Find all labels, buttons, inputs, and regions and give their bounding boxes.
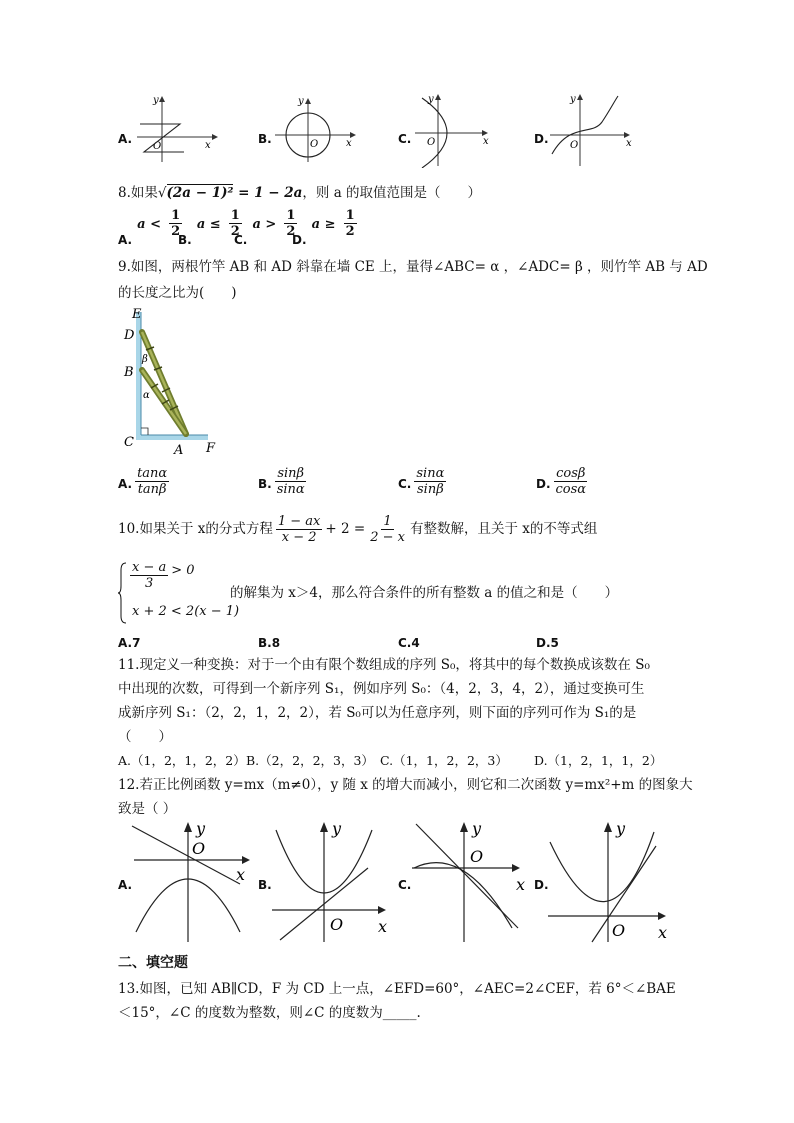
svg-text:y: y <box>472 819 482 838</box>
svg-text:x: x <box>346 138 352 149</box>
q10-option-c: C.4 <box>398 636 420 650</box>
svg-text:y: y <box>153 95 159 106</box>
q11-line1: 11.现定义一种变换：对于一个由有限个数组成的序列 S₀，将其中的每个数换成该数在 S₀ <box>118 657 650 673</box>
svg-text:x: x <box>378 917 388 936</box>
q12-graph-c <box>408 816 538 944</box>
q8-number: 8. <box>118 185 131 201</box>
q8-radicand: (2a − 1)² <box>166 185 234 201</box>
q8-option-c: $_{C.}$ a > $\frac{1}{2}$ <box>234 208 296 247</box>
q10-option-b: B.8 <box>258 636 281 650</box>
svg-text:D: D <box>124 328 135 343</box>
q7-option-d-label: D. <box>534 132 549 146</box>
svg-text:F: F <box>206 441 216 456</box>
svg-text:y: y <box>616 819 626 838</box>
svg-text:O: O <box>310 139 319 150</box>
q9-figure-bamboo <box>118 306 228 456</box>
section-title: 二、填空题 <box>118 955 188 971</box>
q11-option-a: A.（1，2，1，2，2） <box>118 753 246 768</box>
svg-text:x: x <box>658 923 668 942</box>
q11-option-c: C.（1，1，2，2，3） <box>380 753 508 768</box>
q12-line1: 12.若正比例函数 y=mx（m≠0），y 随 x 的增大而减小，则它和二次函数 y=mx²+m 的图象大 <box>118 777 693 793</box>
q12-graph-b <box>268 816 398 944</box>
q10-inequality-system <box>118 560 618 626</box>
q12-line2: 致是（ ） <box>118 801 177 817</box>
svg-text:y: y <box>332 819 342 838</box>
svg-text:O: O <box>153 141 162 152</box>
svg-text:A: A <box>174 443 184 456</box>
q7-graph-a <box>132 94 222 164</box>
q11-option-d: D.（1，2，1，1，2） <box>534 753 663 768</box>
q8-rhs: = 1 − 2a <box>233 185 303 201</box>
q10-option-d: D.5 <box>536 636 559 650</box>
q13-line2: ＜15°，∠C 的度数为整数，则∠C 的度数为_____. <box>118 1005 421 1021</box>
svg-text:O: O <box>570 140 579 151</box>
q12-option-b-label: B. <box>258 878 272 892</box>
q12-option-d-label: D. <box>534 878 549 892</box>
q11-line4: （ ） <box>118 729 172 745</box>
svg-text:α: α <box>143 390 150 401</box>
q7-graph-c <box>410 92 500 168</box>
q9-line1: 9.如图，两根竹竿 AB 和 AD 斜靠在墙 CE 上，量得∠ABC= α ，∠ADC= β ，则竹竿 AB 与 AD <box>118 259 708 275</box>
q12-option-a-label: A. <box>118 878 133 892</box>
q9-option-b: B. $\frac{\sin\beta}{\sin\alpha}$ <box>258 466 305 497</box>
svg-text:B: B <box>124 365 134 380</box>
q12-options <box>118 816 678 946</box>
svg-text:y: y <box>298 96 304 107</box>
q11-line2: 中出现的次数，可得到一个新序列 S₁，例如序列 S₀：（4，2，3，4，2），通过变换可生 <box>118 681 645 697</box>
q11-options <box>118 752 678 770</box>
q13-line1: 13.如图，已知 AB∥CD，F 为 CD 上一点，∠EFD=60°，∠AEC=2∠CEF，若 6°＜∠BAE <box>118 981 676 997</box>
q8-options <box>118 208 438 246</box>
q10-sys-line1: $\frac{x - a}{3}$ $^{> 0}$ <box>132 560 195 591</box>
q8-question <box>118 184 481 202</box>
q8-option-d: $_{D.}$ a ≥ $\frac{1}{2}$ <box>292 208 355 247</box>
q9-option-c: C. $\frac{\sin\alpha}{\sin\beta}$ <box>398 466 445 497</box>
svg-text:x: x <box>205 140 211 151</box>
q9-options <box>118 466 618 506</box>
q8-option-b: $_{B.}$ a ≤ $\frac{1}{2}$ <box>178 208 240 247</box>
q12-graph-a <box>130 816 260 944</box>
q10-option-a: A.7 <box>118 636 141 650</box>
svg-text:y: y <box>428 94 434 105</box>
svg-text:O: O <box>427 137 436 148</box>
q7-option-a-label: A. <box>118 132 133 146</box>
q10-sys-suffix: 的解集为 x＞4，那么符合条件的所有整数 a 的值之和是（ ） <box>230 585 619 601</box>
q11-option-b: B.（2，2，2，3，3） <box>246 753 374 768</box>
q10-question: 10.如果关于 x的分式方程 $\frac{1 - ax}{x - 2}$ + 2 = $\frac{1}{2 - x}$ 有整数解，且关于 x的不等式组 <box>118 514 598 545</box>
svg-text:O: O <box>470 847 484 866</box>
svg-text:C: C <box>124 435 134 450</box>
left-brace-icon <box>118 562 128 624</box>
q8-option-a: $_{A.}$ a < $\frac{1}{2}$ <box>118 208 181 247</box>
q7-graph-b <box>270 94 360 164</box>
q9-line2: 的长度之比为( ) <box>118 285 237 301</box>
q9-option-d: D. $\frac{\cos\beta}{\cos\alpha}$ <box>536 466 587 497</box>
q10-sys-line2: x + 2 < 2(x − 1) <box>132 604 240 619</box>
q7-option-c-label: C. <box>398 132 412 146</box>
svg-text:x: x <box>626 138 632 149</box>
q8-sqrt-icon: √ <box>157 185 167 201</box>
q10-options <box>118 634 598 652</box>
q12-option-c-label: C. <box>398 878 412 892</box>
svg-text:x: x <box>483 136 489 147</box>
svg-text:O: O <box>330 915 344 934</box>
q12-graph-d <box>544 816 678 944</box>
svg-text:E: E <box>132 307 142 322</box>
svg-text:O: O <box>612 921 626 940</box>
svg-text:x: x <box>236 865 246 884</box>
q7-options <box>118 92 638 172</box>
svg-text:x: x <box>516 875 526 894</box>
svg-text:O: O <box>192 839 206 858</box>
svg-text:y: y <box>196 819 206 838</box>
q7-graph-d <box>546 92 638 168</box>
q9-option-a: A. $\frac{\tan\alpha}{\tan\beta}$ <box>118 466 168 497</box>
q7-option-b-label: B. <box>258 132 272 146</box>
q8-suffix: ，则 a 的取值范围是（ ） <box>302 185 482 201</box>
q11-line3: 成新序列 S₁：（2，2，1，2，2），若 S₀可以为任意序列，则下面的序列可作为 S₁的是 <box>118 705 637 721</box>
q8-prefix: 如果 <box>130 185 158 201</box>
svg-text:β: β <box>142 354 148 365</box>
svg-text:y: y <box>570 94 576 105</box>
